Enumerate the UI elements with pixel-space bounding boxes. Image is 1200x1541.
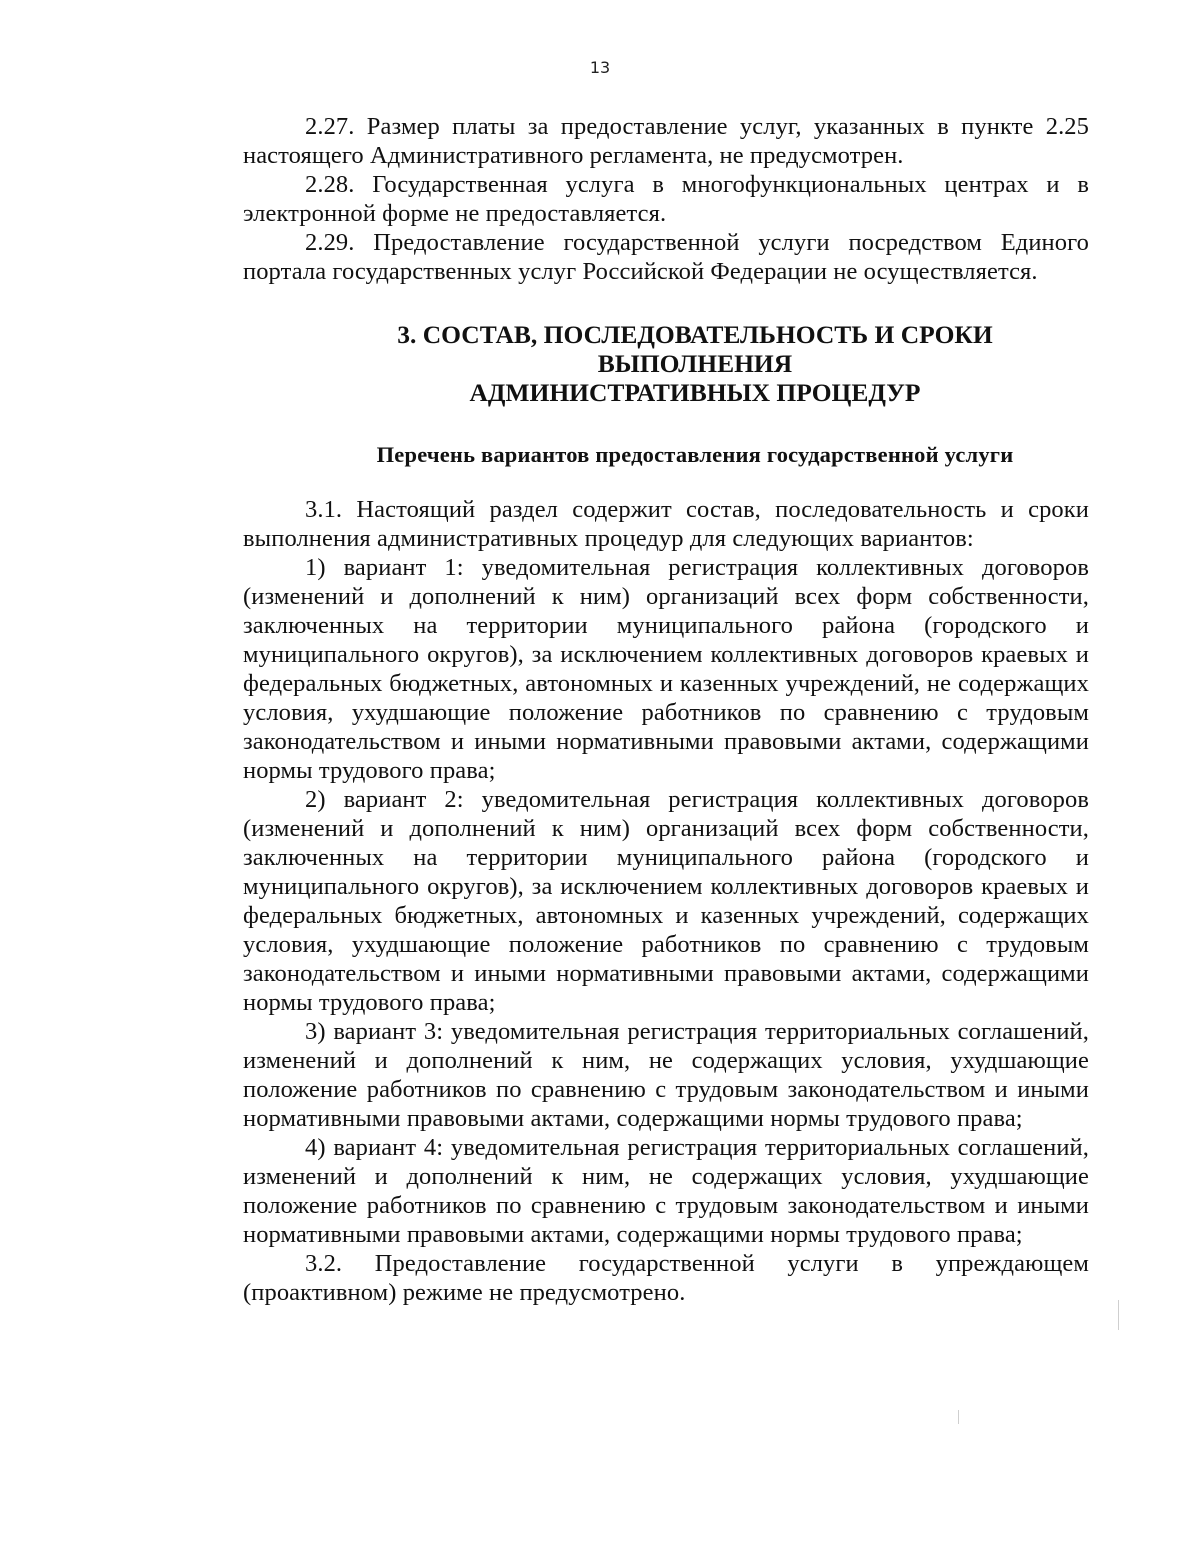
subsection-title: Перечень вариантов предоставления государственной услуги <box>376 442 1014 467</box>
paragraph-2-28: 2.28. Государственная услуга в многофункциональных центрах и в электронной форме не предоставляется. <box>243 171 1089 227</box>
page-number: 13 <box>589 58 611 77</box>
list-item-variant-1: 1) вариант 1: уведомительная регистрация коллективных договоров (изменений и дополнений к ним) организаций всех форм собственности, заключенных на территории муниципального района (городского и муниципального округов), за исключением коллективных договоров краевых и федеральных бюджетных, автономных и казенных учреждений, не содержащих условия, ухудшающие положение работников по сравнению с трудовым законодательством и иными нормативными правовыми актами, содержащими нормы трудового права; <box>243 554 1089 784</box>
list-item-variant-3: 3) вариант 3: уведомительная регистрация территориальных соглашений, изменений и дополнений к ним, не содержащих условия, ухудшающие положение работников по сравнению с трудовым законодательством и иными нормативными правовыми актами, содержащими нормы трудового права; <box>243 1018 1089 1132</box>
list-item-variant-2: 2) вариант 2: уведомительная регистрация коллективных договоров (изменений и дополнений к ним) организаций всех форм собственности, заключенных на территории муниципального района (городского и муниципального округов), за исключением коллективных договоров краевых и федеральных бюджетных, автономных и казенных учреждений, содержащих условия, ухудшающие положение работников по сравнению с трудовым законодательством и иными нормативными правовыми актами, содержащими нормы трудового права; <box>243 786 1089 1016</box>
spacer <box>243 469 1089 495</box>
scan-artifact <box>1118 1300 1119 1330</box>
paragraph-2-27: 2.27. Размер платы за предоставление услуг, указанных в пункте 2.25 настоящего Административного регламента, не предусмотрен. <box>243 113 1089 169</box>
scan-artifact <box>958 1410 959 1424</box>
section-title-line-3: АДМИНИСТРАТИВНЫХ ПРОЦЕДУР <box>469 378 921 407</box>
section-title-line-2: ВЫПОЛНЕНИЯ <box>597 349 793 378</box>
document-body <box>243 112 1089 1307</box>
list-item-variant-4: 4) вариант 4: уведомительная регистрация территориальных соглашений, изменений и дополнений к ним, не содержащих условия, ухудшающие положение работников по сравнению с трудовым законодательством и иными нормативными правовыми актами, содержащими нормы трудового права; <box>243 1134 1089 1248</box>
section-title <box>243 320 1089 407</box>
section-title-line-1: 3. СОСТАВ, ПОСЛЕДОВАТЕЛЬНОСТЬ И СРОКИ <box>397 320 993 349</box>
paragraph-2-29: 2.29. Предоставление государственной услуги посредством Единого портала государственных услуг Российской Федерации не осуществляется. <box>243 229 1089 285</box>
paragraph-3-2: 3.2. Предоставление государственной услуги в упреждающем (проактивном) режиме не предусмотрено. <box>243 1250 1089 1306</box>
paragraph-3-1: 3.1. Настоящий раздел содержит состав, последовательность и сроки выполнения административных процедур для следующих вариантов: <box>243 496 1089 552</box>
